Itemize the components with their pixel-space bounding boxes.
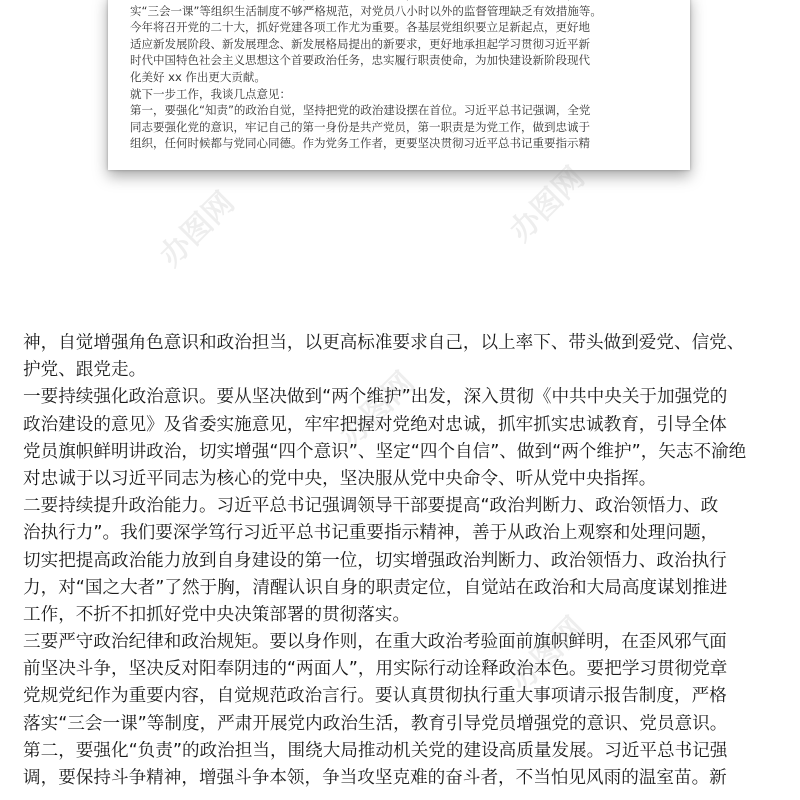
document-preview-card [108,0,690,170]
preview-line: 化美好 xx 作出更大贡献。 [130,69,266,84]
body-line: 落实“三会一课”等制度，严肃开展党内政治生活，教育引导党员增强党的意识、党员意识。 [23,713,728,734]
watermark: 办图网 [333,365,422,454]
body-line: 切实把提高政治能力放到自身建设的第一位，切实增强政治判断力、政治领悟力、政治执行 [23,550,727,571]
preview-line: 组织，任何时候都与党同心同德。作为党务工作者，更要坚决贯彻习近平总书记重要指示精 [130,136,590,151]
body-line: 第二，要强化“负责”的政治担当，围绕大局推动机关党的建设高质量发展。习近平总书记强 [23,740,728,761]
body-line: 护党、跟党走。 [23,360,147,381]
body-line: 力，对“国之大者”了然于胸，清醒认识自身的职责定位，自觉站在政治和大局高度谋划推进 [23,577,728,598]
preview-line: 就下一步工作，我谈几点意见： [130,86,291,101]
preview-line: 同志要强化党的意识，牢记自己的第一身份是共产党员，第一职责是为党工作，做到忠诚于 [130,119,590,134]
body-line: 二要持续提升政治能力。习近平总书记强调领导干部要提高“政治判断力、政治领悟力、政 [23,496,719,517]
body-line: 政治建设的意见》及省委实施意见，牢牢把握对党绝对忠诚，抓牢抓实忠诚教育，引导全体 [23,414,727,435]
body-line: 对忠诚于以习近平同志为核心的党中央，坚决服从党中央命令、听从党中央指挥。 [23,468,657,489]
preview-line: 第一，要强化“知责”的政治自觉，坚持把党的政治建设摆在首位。习近平总书记强调，全党 [130,103,591,118]
body-line: 治执行力”。我们要深学笃行习近平总书记重要指示精神，善于从政治上观察和处理问题， [23,523,719,544]
body-line: 工作，不折不扣抓好党中央决策部署的贯彻落实。 [23,604,411,625]
body-line: 神，自觉增强角色意识和政治担当，以更高标准要求自己，以上率下、带头做到爱党、信党、 [23,333,745,353]
preview-text [130,0,678,152]
body-line: 前坚决斗争，坚决反对阳奉阴违的“两面人”，用实际行动诠释政治本色。要把学习贯彻党章 [23,659,728,680]
body-line: 三要严守政治纪律和政治规矩。要以身作则，在重大政治考验面前旗帜鲜明，在歪风邪气面 [23,632,727,653]
body-line: 党规党纪作为重要内容，自觉规范政治言行。要认真贯彻执行重大事项请示报告制度，严格 [23,686,727,707]
preview-line: 实“三会一课”等组织生活制度不够严格规范，对党员八小时以外的监督管理缺乏有效措施等。 [130,3,602,18]
watermark: 办图网 [503,160,592,249]
preview-line: 今年将召开党的二十大，抓好党建各项工作尤为重要。各基层党组织要立足新起点，更好地 [130,20,590,35]
watermark: 办图网 [153,185,242,274]
document-body [23,330,783,792]
body-line: 党员旗帜鲜明讲政治，切实增强“四个意识”、坚定“四个自信”、做到“两个维护”，矢志不渝绝 [23,441,747,462]
watermark: 办图网 [503,610,592,699]
body-line: 一要持续强化政治意识。要从坚决做到“两个维护”出发，深入贯彻《中共中央关于加强党的 [23,387,728,408]
preview-line: 时代中国特色社会主义思想这个首要政治任务，忠实履行职责使命，为加快建设新阶段现代 [130,53,590,68]
preview-line: 适应新发展阶段、新发展理念、新发展格局提出的新要求，更好地承担起学习贯彻习近平新 [130,36,590,51]
body-line: 调，要保持斗争精神，增强斗争本领，争当攻坚克难的奋斗者，不当怕见风雨的温室苗。新 [23,768,727,788]
